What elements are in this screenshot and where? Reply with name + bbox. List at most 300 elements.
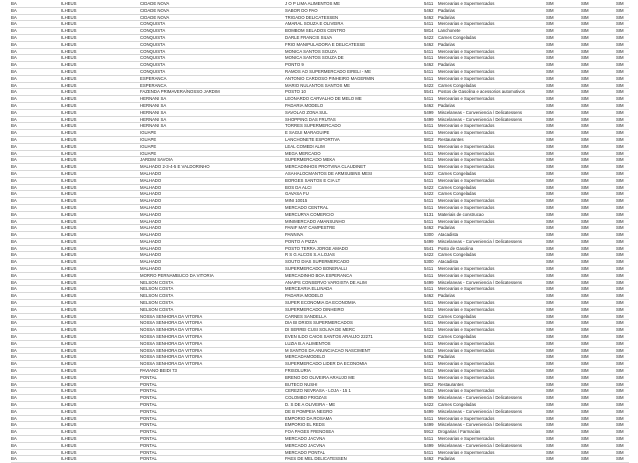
flag-cell-3: SIM xyxy=(616,102,624,108)
flag-cell-1: SIM xyxy=(546,82,554,88)
establishment-cell: MINI 10015 xyxy=(285,198,308,204)
state-cell: BA xyxy=(11,245,17,251)
establishment-cell: MERCADO PONTAL xyxy=(285,449,326,455)
flag-cell-1: SIM xyxy=(546,354,554,360)
city-cell: ILHEUS xyxy=(61,184,77,190)
state-cell: BA xyxy=(11,164,17,170)
table-row xyxy=(11,28,629,35)
state-cell: BA xyxy=(11,225,17,231)
mcc-code-cell: 5422 xyxy=(424,82,434,88)
state-cell: BA xyxy=(11,89,17,95)
establishment-cell: MEGA MERCADO xyxy=(285,150,321,156)
neighborhood-cell: MORRO PERNAMBUCO DA VITORIA xyxy=(140,272,214,278)
mcc-code-cell: 5462 xyxy=(424,456,434,462)
mcc-code-cell: 5499 xyxy=(424,395,434,401)
establishment-cell: J O P LIMA ALIMENTOS ME xyxy=(285,1,341,6)
flag-cell-2: SIM xyxy=(581,456,589,462)
flag-cell-1: SIM xyxy=(546,1,554,6)
category-cell: Mercearias e Supermercados xyxy=(438,21,495,27)
flag-cell-2: SIM xyxy=(581,184,589,190)
establishment-cell: PADARIA MODELO xyxy=(285,293,324,299)
flag-cell-3: SIM xyxy=(616,109,624,115)
category-cell: Lanchonete xyxy=(438,28,461,34)
mcc-code-cell: 5411 xyxy=(424,306,434,312)
table-row xyxy=(11,212,629,219)
table-row xyxy=(11,388,629,395)
category-cell: Miscelaneas - Conveniencia / Delicatessens xyxy=(438,279,523,285)
neighborhood-cell: IGUAPE xyxy=(140,143,157,149)
city-cell: ILHEUS xyxy=(61,14,77,20)
state-cell: BA xyxy=(11,28,17,34)
state-cell: BA xyxy=(11,184,17,190)
neighborhood-cell: HERNANI SA xyxy=(140,123,167,129)
flag-cell-2: SIM xyxy=(581,293,589,299)
state-cell: BA xyxy=(11,320,17,326)
flag-cell-1: SIM xyxy=(546,408,554,414)
establishment-cell: MERCADO CENTRAL xyxy=(285,204,329,210)
neighborhood-cell: NELSON COSTA xyxy=(140,300,174,306)
establishment-cell: EVEN ILDO CAIOS SANTOS ARAUJO 22271 xyxy=(285,334,373,340)
flag-cell-2: SIM xyxy=(581,191,589,197)
table-row xyxy=(11,21,629,28)
category-cell: Mercearias e Supermercados xyxy=(438,218,495,224)
city-cell: ILHEUS xyxy=(61,177,77,183)
state-cell: BA xyxy=(11,347,17,353)
city-cell: ILHEUS xyxy=(61,102,77,108)
table-row xyxy=(11,354,629,361)
establishment-cell: E SAGUI MARAGUIPE xyxy=(285,130,330,136)
table-row xyxy=(11,191,629,198)
mcc-code-cell: 5131 xyxy=(424,211,434,217)
neighborhood-cell: NELSON COSTA xyxy=(140,279,174,285)
city-cell: ILHEUS xyxy=(61,143,77,149)
flag-cell-2: SIM xyxy=(581,266,589,272)
city-cell: ILHEUS xyxy=(61,96,77,102)
flag-cell-2: SIM xyxy=(581,116,589,122)
neighborhood-cell: PONTAL xyxy=(140,381,157,387)
category-cell: Mercearias e Supermercados xyxy=(438,272,495,278)
category-cell: Mercearias e Supermercados xyxy=(438,286,495,292)
category-cell: Miscelaneas - Conveniencia / Delicatessens xyxy=(438,395,523,401)
flag-cell-1: SIM xyxy=(546,28,554,34)
state-cell: BA xyxy=(11,109,17,115)
category-cell: Mercearias e Supermercados xyxy=(438,123,495,129)
flag-cell-3: SIM xyxy=(616,402,624,408)
mcc-code-cell: 5411 xyxy=(424,361,434,367)
flag-cell-3: SIM xyxy=(616,96,624,102)
establishment-cell: D. S DE A OLIVEIRA - ME xyxy=(285,402,336,408)
flag-cell-2: SIM xyxy=(581,55,589,61)
flag-cell-2: SIM xyxy=(581,374,589,380)
flag-cell-3: SIM xyxy=(616,7,624,13)
mcc-code-cell: 5422 xyxy=(424,334,434,340)
flag-cell-2: SIM xyxy=(581,7,589,13)
establishment-cell: BOS DA ALCI xyxy=(285,184,312,190)
neighborhood-cell: PONTAL xyxy=(140,442,157,448)
state-cell: BA xyxy=(11,293,17,299)
state-cell: BA xyxy=(11,123,17,129)
city-cell: ILHEUS xyxy=(61,123,77,129)
flag-cell-3: SIM xyxy=(616,34,624,40)
neighborhood-cell: PONTAL xyxy=(140,429,157,435)
flag-cell-1: SIM xyxy=(546,164,554,170)
flag-cell-3: SIM xyxy=(616,89,624,95)
state-cell: BA xyxy=(11,266,17,272)
state-cell: BA xyxy=(11,14,17,20)
neighborhood-cell: MALHADO xyxy=(140,252,162,258)
flag-cell-2: SIM xyxy=(581,232,589,238)
flag-cell-3: SIM xyxy=(616,347,624,353)
flag-cell-3: SIM xyxy=(616,184,624,190)
table-row xyxy=(11,348,629,355)
flag-cell-3: SIM xyxy=(616,449,624,455)
flag-cell-3: SIM xyxy=(616,198,624,204)
mcc-code-cell: 5411 xyxy=(424,204,434,210)
neighborhood-cell: PONTAL xyxy=(140,395,157,401)
flag-cell-3: SIM xyxy=(616,62,624,68)
establishment-cell: BORGES SANTOS E CIA LT xyxy=(285,177,341,183)
establishment-cell: SUPERMERCADO MEKA xyxy=(285,157,336,163)
state-cell: BA xyxy=(11,55,17,61)
establishment-cell: DI SERREI CUSI SOLIVA DE MERC xyxy=(285,327,356,333)
category-cell: Mercearias e Supermercados xyxy=(438,415,495,421)
mcc-code-cell: 5411 xyxy=(424,164,434,170)
mcc-code-cell: 5411 xyxy=(424,436,434,441)
flag-cell-3: SIM xyxy=(616,320,624,326)
establishment-cell: LUZIA B.A ALIMENTOS xyxy=(285,340,331,346)
category-cell: Mercearias e Supermercados xyxy=(438,68,495,74)
neighborhood-cell: ESPERANCA xyxy=(140,82,167,88)
city-cell: ILHEUS xyxy=(61,354,77,360)
table-row xyxy=(11,55,629,62)
state-cell: BA xyxy=(11,456,17,462)
flag-cell-1: SIM xyxy=(546,381,554,387)
establishment-cell: TRIGADO DELICATESSEN xyxy=(285,14,339,20)
flag-cell-3: SIM xyxy=(616,334,624,340)
category-cell: Mercearias e Supermercados xyxy=(438,130,495,136)
city-cell: ILHEUS xyxy=(61,170,77,176)
table-row xyxy=(11,307,629,314)
establishment-cell: MONICA SANTOS SOUZA xyxy=(285,48,337,54)
flag-cell-2: SIM xyxy=(581,442,589,448)
establishment-cell: GAVASA FU xyxy=(285,191,309,197)
city-cell: ILHEUS xyxy=(61,34,77,40)
neighborhood-cell: CONQUISTA xyxy=(140,34,166,40)
city-cell: ILHEUS xyxy=(61,313,77,319)
state-cell: BA xyxy=(11,306,17,312)
table-row xyxy=(11,69,629,76)
neighborhood-cell: MALHADO xyxy=(140,266,162,272)
category-cell: Carnes Congeladas xyxy=(438,170,476,176)
table-row xyxy=(11,293,629,300)
flag-cell-2: SIM xyxy=(581,238,589,244)
flag-cell-1: SIM xyxy=(546,96,554,102)
city-cell: ILHEUS xyxy=(61,449,77,455)
category-cell: Carnes Congeladas xyxy=(438,184,476,190)
category-cell: Mercearias e Supermercados xyxy=(438,143,495,149)
flag-cell-3: SIM xyxy=(616,143,624,149)
flag-cell-2: SIM xyxy=(581,89,589,95)
flag-cell-1: SIM xyxy=(546,102,554,108)
flag-cell-2: SIM xyxy=(581,157,589,163)
neighborhood-cell: MALHADO xyxy=(140,184,162,190)
state-cell: BA xyxy=(11,381,17,387)
flag-cell-3: SIM xyxy=(616,422,624,428)
table-row xyxy=(11,157,629,164)
flag-cell-1: SIM xyxy=(546,442,554,448)
category-cell: Atacadista xyxy=(438,259,459,265)
flag-cell-3: SIM xyxy=(616,245,624,251)
flag-cell-1: SIM xyxy=(546,415,554,421)
state-cell: BA xyxy=(11,34,17,40)
establishment-cell: MERCADO JACVNA xyxy=(285,442,326,448)
mcc-code-cell: 5812 xyxy=(424,381,434,387)
flag-cell-3: SIM xyxy=(616,136,624,142)
flag-cell-2: SIM xyxy=(581,48,589,54)
city-cell: ILHEUS xyxy=(61,300,77,306)
mcc-code-cell: 5411 xyxy=(424,368,434,374)
flag-cell-3: SIM xyxy=(616,177,624,183)
category-cell: Mercearias e Supermercados xyxy=(438,436,495,441)
flag-cell-2: SIM xyxy=(581,177,589,183)
establishment-cell: MONICA SANTOS SOUZA DE xyxy=(285,55,344,61)
mcc-code-cell: 5462 xyxy=(424,7,434,13)
neighborhood-cell: PONTAL xyxy=(140,449,157,455)
category-cell: Miscelaneas - Conveniencia / Delicatessens xyxy=(438,238,523,244)
table-row xyxy=(11,422,629,429)
flag-cell-2: SIM xyxy=(581,136,589,142)
flag-cell-1: SIM xyxy=(546,55,554,61)
flag-cell-3: SIM xyxy=(616,306,624,312)
flag-cell-1: SIM xyxy=(546,238,554,244)
city-cell: ILHEUS xyxy=(61,327,77,333)
table-row xyxy=(11,219,629,226)
flag-cell-3: SIM xyxy=(616,279,624,285)
flag-cell-2: SIM xyxy=(581,402,589,408)
table-row xyxy=(11,416,629,423)
neighborhood-cell: PAVIANO BEIDI 73 xyxy=(140,368,177,374)
category-cell: Miscelaneas - Conveniencia / Delicatessens xyxy=(438,116,523,122)
neighborhood-cell: PONTAL xyxy=(140,408,157,414)
category-cell: Mercearias e Supermercados xyxy=(438,177,495,183)
category-cell: Materiais de construcao xyxy=(438,211,484,217)
neighborhood-cell: HERNANI SA xyxy=(140,116,167,122)
state-cell: BA xyxy=(11,218,17,224)
category-cell: Mercearias e Supermercados xyxy=(438,157,495,163)
establishment-cell: PANNIVA xyxy=(285,232,304,238)
establishment-cell: ASAHALOCMANTOS DE ARMSUBINS MESI xyxy=(285,170,373,176)
table-row xyxy=(11,443,629,450)
category-cell: Mercearias e Supermercados xyxy=(438,75,495,81)
category-cell: Padarias xyxy=(438,102,455,108)
state-cell: BA xyxy=(11,204,17,210)
table-row xyxy=(11,286,629,293)
flag-cell-1: SIM xyxy=(546,123,554,129)
neighborhood-cell: MALHADO xyxy=(140,211,162,217)
table-row xyxy=(11,382,629,389)
table-row xyxy=(11,198,629,205)
mcc-code-cell: 5411 xyxy=(424,177,434,183)
establishment-cell: PAES DE MEL DELICATESSEN xyxy=(285,456,347,462)
establishment-cell: RAMOS AO SUPERMERCADO EIRELI - ME xyxy=(285,68,371,74)
table-row xyxy=(11,429,629,436)
category-cell: Carnes Congeladas xyxy=(438,334,476,340)
category-cell: Padarias xyxy=(438,41,455,47)
flag-cell-2: SIM xyxy=(581,21,589,27)
neighborhood-cell: CONQUISTA xyxy=(140,28,166,34)
flag-cell-1: SIM xyxy=(546,436,554,441)
establishment-cell: M SANTOS DA ANUNCIACAO NASCIMENT xyxy=(285,347,371,353)
category-cell: Padarias xyxy=(438,354,455,360)
flag-cell-1: SIM xyxy=(546,204,554,210)
flag-cell-1: SIM xyxy=(546,177,554,183)
city-cell: ILHEUS xyxy=(61,109,77,115)
establishment-cell: LEAL COMEDI ALIM xyxy=(285,143,325,149)
table-row xyxy=(11,35,629,42)
state-cell: BA xyxy=(11,96,17,102)
flag-cell-3: SIM xyxy=(616,388,624,394)
flag-cell-1: SIM xyxy=(546,340,554,346)
flag-cell-1: SIM xyxy=(546,449,554,455)
establishment-cell: SUPER ECONOMIA DA ECONOMIA xyxy=(285,300,356,306)
flag-cell-3: SIM xyxy=(616,116,624,122)
category-cell: Mercearias e Supermercados xyxy=(438,347,495,353)
neighborhood-cell: CONQUISTA xyxy=(140,48,166,54)
category-cell: Mercearias e Supermercados xyxy=(438,340,495,346)
city-cell: ILHEUS xyxy=(61,442,77,448)
flag-cell-2: SIM xyxy=(581,368,589,374)
state-cell: BA xyxy=(11,21,17,27)
flag-cell-2: SIM xyxy=(581,68,589,74)
mcc-code-cell: 5422 xyxy=(424,402,434,408)
neighborhood-cell: NOSSA SENHORA DA VITORIA xyxy=(140,320,203,326)
city-cell: ILHEUS xyxy=(61,150,77,156)
flag-cell-3: SIM xyxy=(616,436,624,441)
category-cell: Carnes Congeladas xyxy=(438,191,476,197)
flag-cell-2: SIM xyxy=(581,150,589,156)
flag-cell-1: SIM xyxy=(546,34,554,40)
flag-cell-1: SIM xyxy=(546,232,554,238)
neighborhood-cell: MALHADO xyxy=(140,259,162,265)
table-row xyxy=(11,239,629,246)
neighborhood-cell: NOSSA SENHORA DA VITORIA xyxy=(140,313,203,319)
category-cell: Miscelaneas - Conveniencia / Delicatessens xyxy=(438,408,523,414)
neighborhood-cell: HERNANI SA xyxy=(140,96,167,102)
city-cell: ILHEUS xyxy=(61,293,77,299)
category-cell: Drogarias / Farmacias xyxy=(438,429,481,435)
flag-cell-3: SIM xyxy=(616,75,624,81)
mcc-code-cell: 5411 xyxy=(424,75,434,81)
mcc-code-cell: 5300 xyxy=(424,232,434,238)
flag-cell-2: SIM xyxy=(581,415,589,421)
state-cell: BA xyxy=(11,402,17,408)
city-cell: ILHEUS xyxy=(61,238,77,244)
city-cell: ILHEUS xyxy=(61,225,77,231)
flag-cell-1: SIM xyxy=(546,143,554,149)
neighborhood-cell: NOSSA SENHORA DA VITORIA xyxy=(140,361,203,367)
flag-cell-1: SIM xyxy=(546,116,554,122)
state-cell: BA xyxy=(11,116,17,122)
flag-cell-2: SIM xyxy=(581,14,589,20)
city-cell: ILHEUS xyxy=(61,306,77,312)
table-row xyxy=(11,151,629,158)
flag-cell-1: SIM xyxy=(546,21,554,27)
city-cell: ILHEUS xyxy=(61,136,77,142)
neighborhood-cell: FAZENDA PRIMAVERA/NOSSO JARDIM xyxy=(140,89,220,95)
table-row xyxy=(11,110,629,117)
establishment-cell: MERCEARIA ELLINADA xyxy=(285,286,333,292)
category-cell: Mercearias e Supermercados xyxy=(438,368,495,374)
city-cell: ILHEUS xyxy=(61,408,77,414)
flag-cell-1: SIM xyxy=(546,191,554,197)
flag-cell-2: SIM xyxy=(581,313,589,319)
flag-cell-2: SIM xyxy=(581,96,589,102)
neighborhood-cell: PONTAL xyxy=(140,388,157,394)
table-row xyxy=(11,327,629,334)
table-row xyxy=(11,15,629,22)
mcc-code-cell: 5411 xyxy=(424,150,434,156)
category-cell: Carnes Congeladas xyxy=(438,82,476,88)
neighborhood-cell: CONQUISTA xyxy=(140,41,166,47)
state-cell: BA xyxy=(11,313,17,319)
table-row xyxy=(11,334,629,341)
city-cell: ILHEUS xyxy=(61,41,77,47)
mcc-code-cell: 5422 xyxy=(424,252,434,258)
mcc-code-cell: 5462 xyxy=(424,102,434,108)
flag-cell-1: SIM xyxy=(546,334,554,340)
establishment-cell: CARNES SANDELLA xyxy=(285,313,327,319)
flag-cell-2: SIM xyxy=(581,34,589,40)
flag-cell-1: SIM xyxy=(546,136,554,142)
mcc-code-cell: 5411 xyxy=(424,1,434,6)
table-row xyxy=(11,409,629,416)
category-cell: Mercearias e Supermercados xyxy=(438,55,495,61)
establishment-cell: SHOPPING DAS FRUTAS xyxy=(285,116,336,122)
state-cell: BA xyxy=(11,198,17,204)
flag-cell-1: SIM xyxy=(546,320,554,326)
state-cell: BA xyxy=(11,259,17,265)
city-cell: ILHEUS xyxy=(61,7,77,13)
city-cell: ILHEUS xyxy=(61,116,77,122)
establishment-cell: EMPORIO DA ROSAMA xyxy=(285,415,333,421)
establishment-cell: SUPERMERCADO LIDER DA ECONOMIA xyxy=(285,361,368,367)
mcc-code-cell: 5462 xyxy=(424,293,434,299)
flag-cell-2: SIM xyxy=(581,62,589,68)
flag-cell-3: SIM xyxy=(616,293,624,299)
state-cell: BA xyxy=(11,334,17,340)
spreadsheet-table xyxy=(11,1,629,463)
table-row xyxy=(11,246,629,253)
flag-cell-2: SIM xyxy=(581,381,589,387)
neighborhood-cell: IGUAPE xyxy=(140,130,157,136)
flag-cell-2: SIM xyxy=(581,429,589,435)
neighborhood-cell: NELSON COSTA xyxy=(140,293,174,299)
flag-cell-1: SIM xyxy=(546,286,554,292)
city-cell: ILHEUS xyxy=(61,1,77,6)
flag-cell-1: SIM xyxy=(546,374,554,380)
category-cell: Mercearias e Supermercados xyxy=(438,388,495,394)
city-cell: ILHEUS xyxy=(61,456,77,462)
flag-cell-2: SIM xyxy=(581,300,589,306)
establishment-cell: LANCHONETE ESPORTIVA xyxy=(285,136,340,142)
table-row xyxy=(11,320,629,327)
neighborhood-cell: HERNANI SA xyxy=(140,102,167,108)
mcc-code-cell: 5422 xyxy=(424,34,434,40)
flag-cell-3: SIM xyxy=(616,272,624,278)
neighborhood-cell: NOSSA SENHORA DA VITORIA xyxy=(140,334,203,340)
flag-cell-1: SIM xyxy=(546,211,554,217)
flag-cell-2: SIM xyxy=(581,102,589,108)
